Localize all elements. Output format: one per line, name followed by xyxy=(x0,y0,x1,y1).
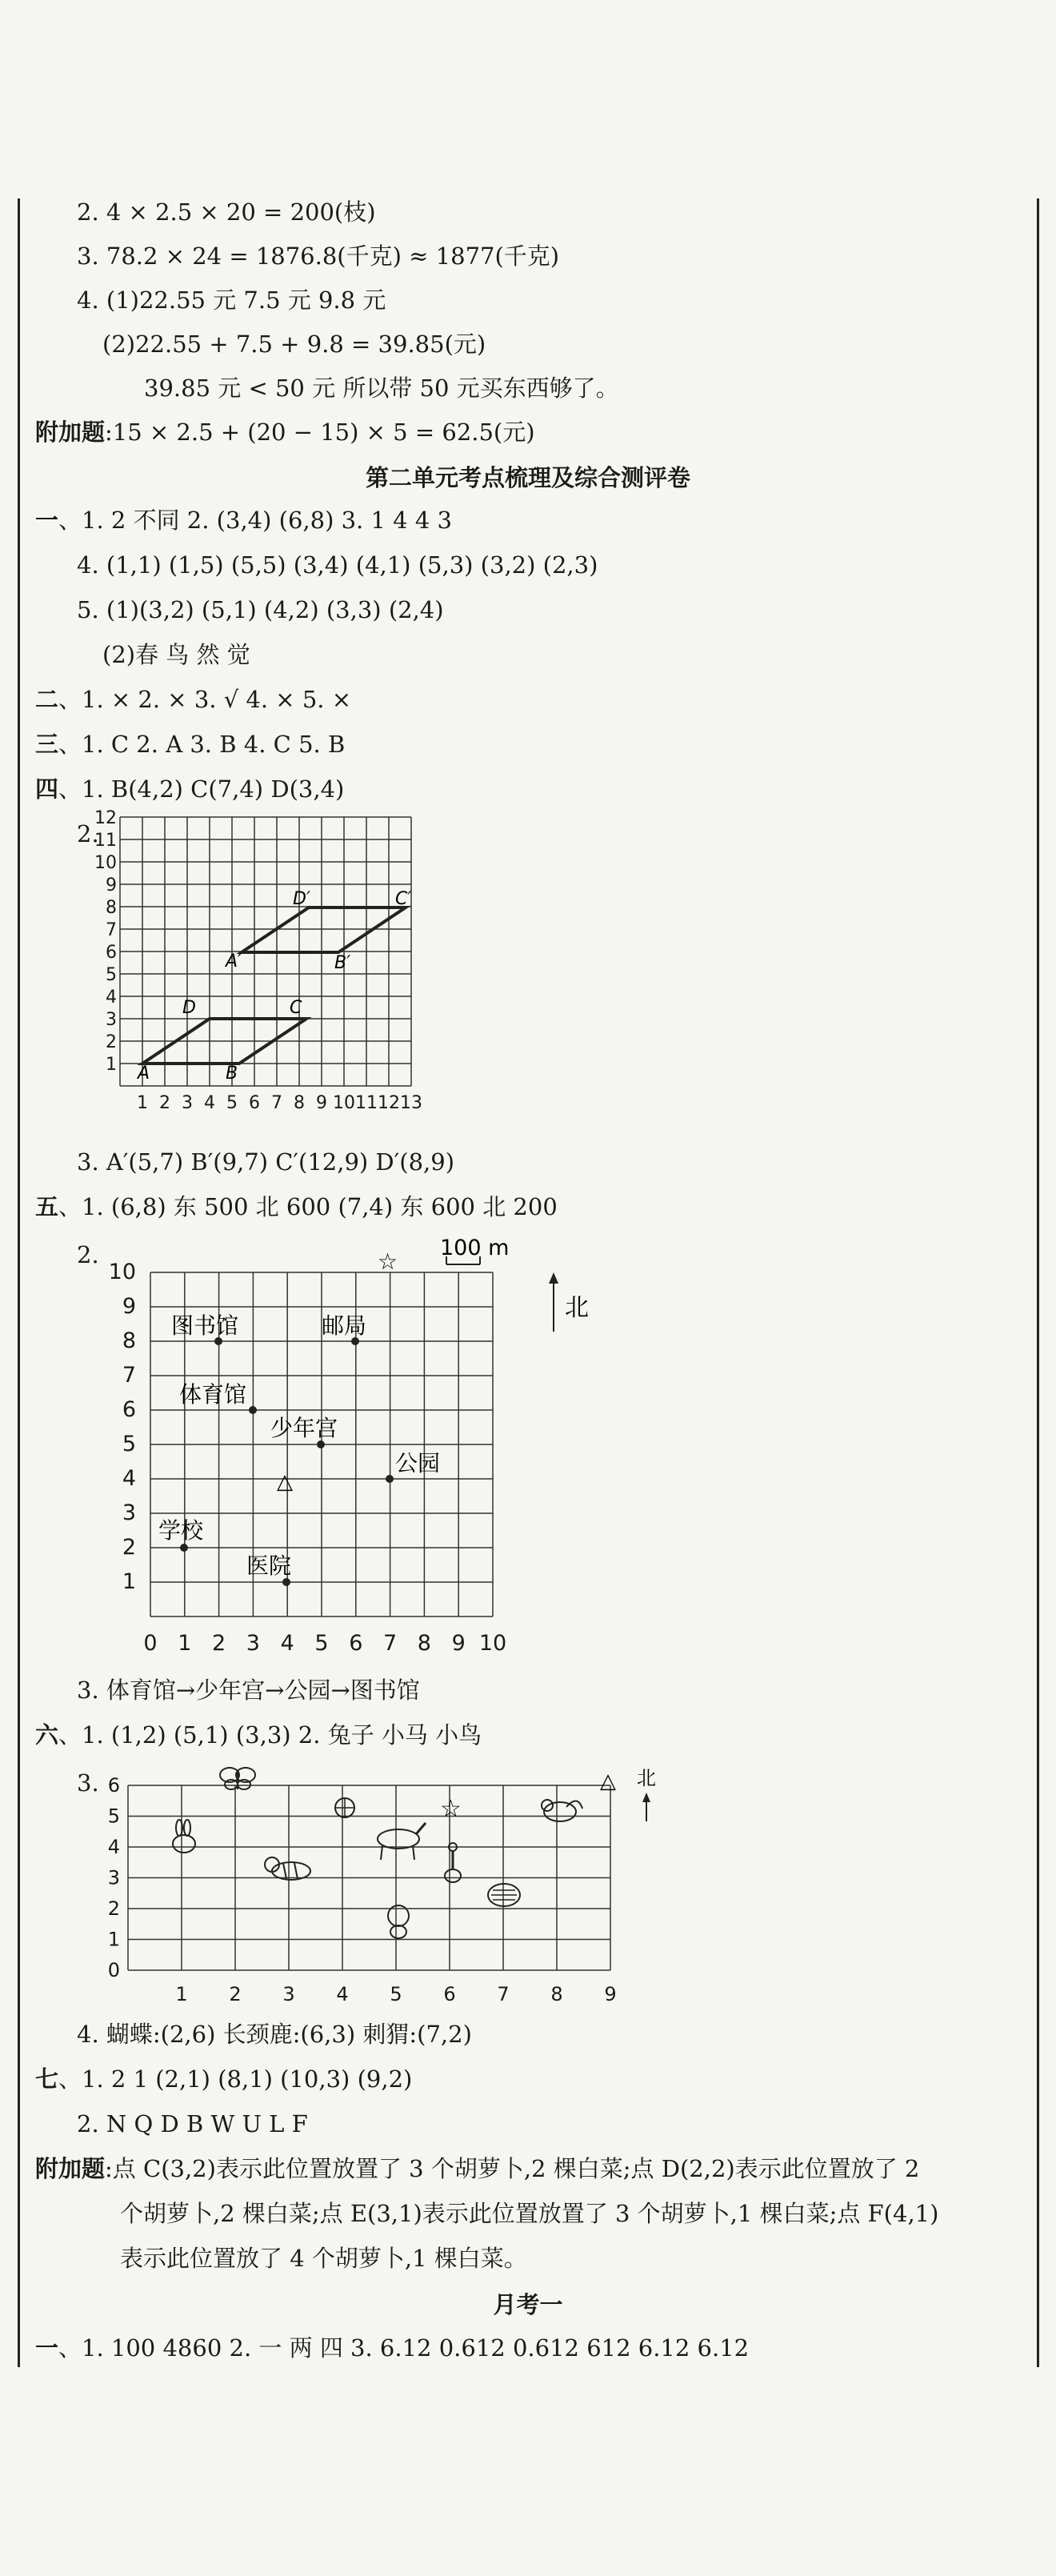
y-tick-label: 2 xyxy=(106,1032,117,1052)
section-label: 六 xyxy=(35,1721,59,1749)
north-arrow-head xyxy=(549,1272,558,1284)
section-6-q3-label: 3. xyxy=(77,1769,99,1797)
x-tick-label: 0 xyxy=(143,1631,158,1656)
section-label: 四 xyxy=(35,775,59,803)
section-1-line-3: 5. (1)(3,2) (5,1) (4,2) (3,3) (2,4) xyxy=(77,596,444,623)
y-tick-label: 7 xyxy=(106,920,117,940)
section-6 xyxy=(35,1719,482,1751)
label-park: 公园 xyxy=(395,1450,441,1476)
x-tick-label: 1 xyxy=(175,1983,188,2005)
bird-icon xyxy=(542,1800,582,1821)
x-tick-label: 6 xyxy=(249,1093,260,1113)
bonus-text: :点 C(3,2)表示此位置放置了 3 个胡萝卜,2 棵白菜;点 D(2,2)表示此位置放了 2 xyxy=(105,2155,920,2182)
y-tick-label: 9 xyxy=(106,875,117,895)
x-tick-label: 8 xyxy=(417,1631,431,1656)
x-tick-label: 8 xyxy=(550,1983,563,2005)
bonus-text: :15 × 2.5 + (20 − 15) × 5 = 62.5(元) xyxy=(105,419,535,446)
point-c2-label: C′ xyxy=(395,889,412,909)
parallelogram-a2b2c2d2 xyxy=(242,907,406,952)
x-tick-label: 6 xyxy=(349,1631,363,1656)
left-margin-rule xyxy=(18,198,20,2367)
y-tick-label: 3 xyxy=(122,1500,136,1525)
x-tick-label: 4 xyxy=(336,1983,349,2005)
star-icon: ☆ xyxy=(378,1248,398,1275)
y-tick-label: 10 xyxy=(94,853,117,873)
x-tick-labels xyxy=(143,1631,506,1656)
section-6-q4: 4. 蝴蝶:(2,6) 长颈鹿:(6,3) 刺猬:(7,2) xyxy=(77,2021,472,2048)
y-tick-labels xyxy=(109,1260,136,1594)
x-tick-label: 2 xyxy=(212,1631,226,1656)
section-label: 一 xyxy=(35,2334,59,2362)
y-tick-label: 12 xyxy=(94,808,117,828)
bonus-answer xyxy=(35,416,535,448)
y-tick-label: 5 xyxy=(106,965,117,985)
north-arrow-head xyxy=(642,1793,650,1802)
point-d2-label: D′ xyxy=(293,889,310,909)
point-b-label: B xyxy=(226,1064,238,1084)
point-a-label: A xyxy=(138,1064,150,1084)
hedgehog-icon xyxy=(488,1884,520,1906)
label-gym: 体育馆 xyxy=(179,1381,247,1408)
x-tick-label: 3 xyxy=(282,1983,295,2005)
right-margin-rule xyxy=(1037,198,1039,2367)
section-5 xyxy=(35,1191,558,1223)
section-text: 、1. × 2. × 3. √ 4. × 5. × xyxy=(58,686,351,713)
dot-park xyxy=(386,1475,394,1483)
y-tick-label: 5 xyxy=(107,1805,120,1828)
y-tick-label: 2 xyxy=(122,1535,136,1560)
section-7-q2: 2. N Q D B W U L F xyxy=(77,2110,308,2137)
x-tick-label: 3 xyxy=(182,1093,193,1113)
dot-gym xyxy=(249,1406,257,1414)
section-label: 一 xyxy=(35,507,59,534)
x-tick-label: 4 xyxy=(204,1093,215,1113)
x-tick-label: 8 xyxy=(294,1093,305,1113)
x-tick-label: 5 xyxy=(226,1093,238,1113)
giraffe-icon xyxy=(445,1843,461,1882)
x-tick-label: 6 xyxy=(443,1983,456,2005)
bonus-line-2: 个胡萝卜,2 棵白菜;点 E(3,1)表示此位置放置了 3 个胡萝卜,1 棵白菜;点 F(4,1) xyxy=(120,2200,939,2227)
label-post: 邮局 xyxy=(322,1312,367,1339)
answer-4-2: (2)22.55 + 7.5 + 9.8 = 39.85(元) xyxy=(102,331,486,358)
y-tick-label: 7 xyxy=(122,1363,136,1388)
section-7 xyxy=(35,2063,412,2095)
section-4-q2-label: 2. xyxy=(77,820,99,847)
y-tick-label: 1 xyxy=(107,1928,120,1951)
point-c-label: C xyxy=(290,998,302,1018)
label-school: 学校 xyxy=(158,1517,204,1544)
scale-label: 100 m xyxy=(440,1236,510,1260)
y-tick-labels xyxy=(108,1774,120,1981)
y-tick-label: 3 xyxy=(106,1010,117,1030)
y-tick-label: 9 xyxy=(122,1294,136,1319)
section-1-line-4: (2)春 鸟 然 觉 xyxy=(102,641,250,668)
answer-4-1: 4. (1)22.55 元 7.5 元 9.8 元 xyxy=(77,286,386,314)
section-text: 、1. 2 1 (2,1) (8,1) (10,3) (9,2) xyxy=(58,2065,413,2093)
x-tick-label: 4 xyxy=(280,1631,294,1656)
section-label: 七 xyxy=(35,2065,59,2093)
y-tick-label: 5 xyxy=(122,1432,136,1456)
section-4-q3: 3. A′(5,7) B′(9,7) C′(12,9) D′(8,9) xyxy=(77,1148,455,1176)
triangle-icon: △ xyxy=(277,1470,293,1494)
grid-parallelograms xyxy=(94,808,448,1136)
x-tick-label: 7 xyxy=(271,1093,282,1113)
y-tick-label: 1 xyxy=(122,1569,136,1594)
x-tick-label: 5 xyxy=(390,1983,402,2005)
section-5-q2-label: 2. xyxy=(77,1241,99,1268)
bonus-line-3: 表示此位置放了 4 个胡萝卜,1 棵白菜。 xyxy=(120,2245,527,2272)
x-tick-label: 9 xyxy=(451,1631,466,1656)
dot-palace xyxy=(317,1440,325,1448)
grid-lines xyxy=(128,1785,610,1970)
point-a2-label: A′ xyxy=(226,951,242,972)
section-3 xyxy=(35,728,345,760)
section-text: 、1. (1,2) (5,1) (3,3) 2. 兔子 小马 小鸟 xyxy=(58,1721,482,1749)
section-4 xyxy=(35,773,344,805)
section-1-line-1 xyxy=(35,504,452,536)
y-tick-label: 6 xyxy=(122,1397,136,1422)
x-tick-label: 2 xyxy=(159,1093,170,1113)
answer-4-conclusion: 39.85 元 < 50 元 所以带 50 元买东西够了。 xyxy=(144,375,619,402)
x-tick-label: 7 xyxy=(497,1983,510,2005)
target-circle-icon xyxy=(335,1798,354,1817)
x-tick-label: 10 xyxy=(478,1631,507,1656)
rabbit-icon xyxy=(173,1820,195,1853)
label-hospital: 医院 xyxy=(246,1552,292,1579)
answer-3: 3. 78.2 × 24 = 1876.8(千克) ≈ 1877(千克) xyxy=(77,242,560,270)
triangle-icon: △ xyxy=(600,1769,616,1793)
point-b2-label: B′ xyxy=(334,953,351,973)
section-text: 、1. 2 不同 2. (3,4) (6,8) 3. 1 4 4 3 xyxy=(58,507,452,534)
x-tick-label: 1 xyxy=(178,1631,192,1656)
month-exam-title: 月考一 xyxy=(493,2291,563,2318)
y-tick-label: 6 xyxy=(107,1774,120,1797)
section-text: 、1. 100 4860 2. 一 两 四 3. 6.12 0.612 0.612 612 6.12 6.12 xyxy=(58,2334,750,2362)
north-label: 北 xyxy=(565,1294,589,1322)
answer-2: 2. 4 × 2.5 × 20 = 200(枝) xyxy=(77,198,376,226)
section-label: 五 xyxy=(35,1193,59,1220)
section-text: 、1. B(4,2) C(7,4) D(3,4) xyxy=(58,775,345,803)
section-5-q3: 3. 体育馆→少年宫→公园→图书馆 xyxy=(77,1677,420,1704)
x-tick-label: 9 xyxy=(316,1093,327,1113)
dot-hospital xyxy=(282,1578,290,1586)
x-tick-label: 13 xyxy=(400,1093,422,1113)
y-tick-label: 2 xyxy=(107,1897,120,1920)
section-2 xyxy=(35,683,351,715)
x-tick-label: 2 xyxy=(229,1983,242,2005)
north-label: 北 xyxy=(637,1767,656,1789)
y-tick-label: 4 xyxy=(106,988,117,1008)
x-tick-label: 9 xyxy=(604,1983,617,2005)
horse-icon xyxy=(378,1823,426,1860)
section-text: 、1. (6,8) 东 500 北 600 (7,4) 东 600 北 200 xyxy=(58,1193,558,1220)
y-tick-label: 1 xyxy=(106,1055,117,1075)
x-tick-label: 7 xyxy=(383,1631,398,1656)
grid-animals xyxy=(96,1761,704,2025)
lion-icon xyxy=(388,1905,409,1938)
month-exam-answers xyxy=(35,2332,749,2364)
x-tick-label: 11 xyxy=(355,1093,378,1113)
x-tick-label: 3 xyxy=(246,1631,260,1656)
section-label: 二 xyxy=(35,686,59,713)
x-tick-label: 1 xyxy=(137,1093,148,1113)
y-tick-labels xyxy=(94,808,117,1075)
y-tick-label: 4 xyxy=(122,1466,136,1491)
y-tick-label: 11 xyxy=(94,831,117,851)
grid-map xyxy=(96,1232,608,1681)
x-tick-labels xyxy=(137,1093,422,1113)
y-tick-label: 8 xyxy=(106,898,117,918)
y-tick-label: 6 xyxy=(106,943,117,963)
section-text: 、1. C 2. A 3. B 4. C 5. B xyxy=(58,731,346,758)
y-tick-label: 10 xyxy=(108,1260,136,1284)
bonus-line-1 xyxy=(35,2153,919,2185)
bonus-label: 附加题 xyxy=(35,419,106,446)
x-tick-label: 5 xyxy=(314,1631,329,1656)
x-tick-label: 10 xyxy=(333,1093,355,1113)
unit-title: 第二单元考点梳理及综合测评卷 xyxy=(365,464,690,491)
label-library: 图书馆 xyxy=(171,1312,239,1339)
dot-school xyxy=(180,1544,188,1552)
x-tick-labels xyxy=(175,1983,616,2005)
label-palace: 少年宫 xyxy=(270,1415,338,1441)
bonus-label: 附加题 xyxy=(35,2155,106,2182)
x-tick-label: 12 xyxy=(378,1093,400,1113)
tiger-icon xyxy=(265,1857,310,1880)
section-label: 三 xyxy=(35,731,59,758)
y-tick-label: 0 xyxy=(107,1959,120,1981)
section-1-line-2: 4. (1,1) (1,5) (5,5) (3,4) (4,1) (5,3) (3,2) (2,3) xyxy=(77,551,598,579)
y-tick-label: 3 xyxy=(107,1866,120,1889)
y-tick-label: 4 xyxy=(107,1836,120,1858)
point-d-label: D xyxy=(182,998,196,1018)
y-tick-label: 8 xyxy=(122,1328,136,1353)
butterfly-icon xyxy=(220,1768,255,1789)
star-icon: ☆ xyxy=(440,1795,462,1823)
